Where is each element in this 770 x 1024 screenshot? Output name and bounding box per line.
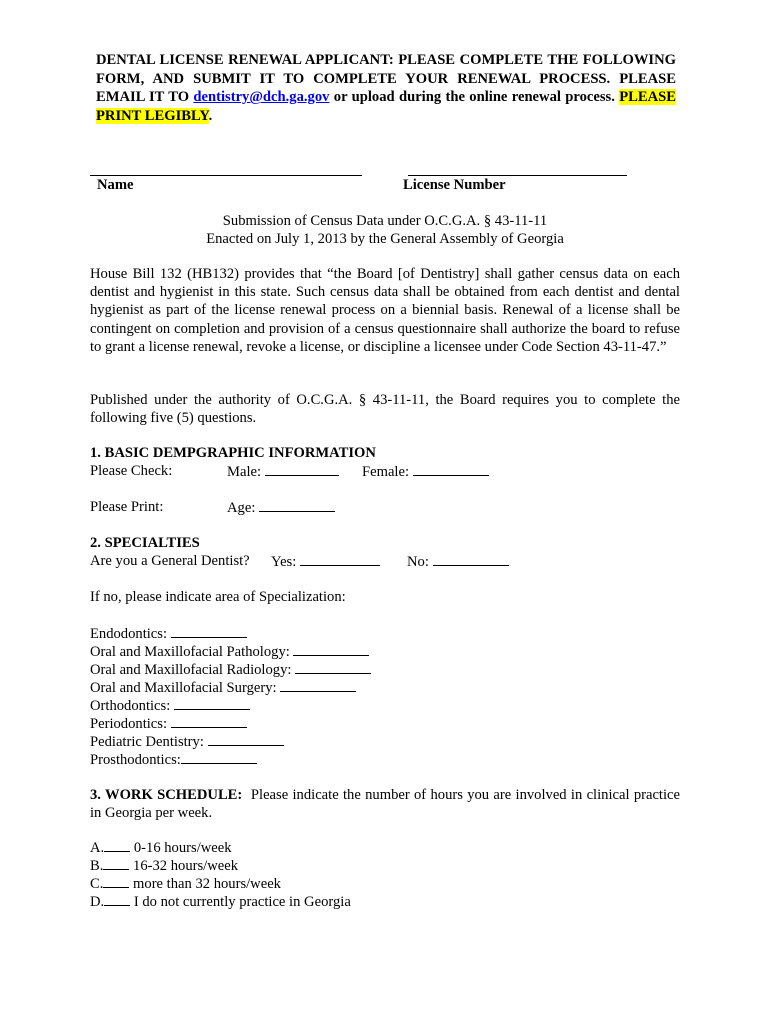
specialty-label: Oral and Maxillofacial Pathology:: [90, 644, 290, 660]
section2-title: 2. SPECIALTIES: [90, 535, 200, 551]
no-field: [407, 552, 509, 571]
specialty-label: Oral and Maxillofacial Radiology:: [90, 662, 292, 678]
option-blank[interactable]: [104, 838, 130, 852]
section3-instruction: Please indicate the number of hours you are involved in clinical practice in Georgia per week.: [90, 787, 680, 822]
specialty-prosthodontics: [90, 750, 257, 769]
option-text: 16-32 hours/week: [133, 858, 239, 874]
heading-line-1: Submission of Census Data under O.C.G.A. § 43-11-11: [222, 213, 548, 229]
option-letter: A.: [90, 840, 105, 856]
schedule-option-c: [90, 874, 281, 893]
general-dentist-question: Are you a General Dentist?: [90, 553, 250, 569]
specialty-blank[interactable]: [181, 750, 257, 764]
specialty-blank[interactable]: [171, 624, 247, 638]
option-text: more than 32 hours/week: [133, 876, 281, 892]
name-label: Name: [97, 177, 134, 193]
specialty-blank[interactable]: [280, 678, 356, 692]
heading-line-2: Enacted on July 1, 2013 by the General Assembly of Georgia: [206, 231, 564, 248]
age-blank[interactable]: [259, 498, 335, 512]
specialty-label: Orthodontics:: [90, 698, 171, 714]
specialty-oral-radiology: [90, 660, 371, 679]
option-blank[interactable]: [103, 856, 129, 870]
authority-paragraph: Published under the authority of O.C.G.A. § 43-11-11, the Board requires you to complete the following five (5) questions.: [90, 392, 680, 427]
specialty-endodontics: [90, 624, 247, 643]
option-letter: B.: [90, 858, 104, 874]
intro-instructions: [96, 51, 676, 125]
female-blank[interactable]: [413, 462, 489, 476]
license-number-line[interactable]: [408, 175, 627, 176]
section3-title: 3. WORK SCHEDULE:: [90, 787, 243, 803]
intro-text-1: DENTAL LICENSE RENEWAL APPLICANT: PLEASE COMPLETE THE FOLLOWING FORM, AND SUBMIT IT TO COMPLETE YOUR RENEWAL PROCESS. PLEASE EMAIL IT TO: [96, 52, 676, 106]
option-blank[interactable]: [103, 874, 129, 888]
no-label: No:: [407, 554, 429, 570]
specialty-label: Periodontics:: [90, 716, 168, 732]
section3-work-schedule: [90, 786, 680, 822]
intro-text-2: or upload during the online renewal process.: [329, 89, 620, 106]
please-print-label: Please Print:: [90, 499, 164, 515]
option-letter: D.: [90, 894, 105, 910]
specialty-blank[interactable]: [171, 714, 247, 728]
option-letter: C.: [90, 876, 104, 892]
specialty-blank[interactable]: [174, 696, 250, 710]
option-text: 0-16 hours/week: [133, 840, 232, 856]
specialty-orthodontics: [90, 696, 250, 715]
if-no-instruction: If no, please indicate area of Specialization:: [90, 589, 346, 605]
email-link[interactable]: dentistry@dch.ga.gov: [193, 89, 330, 106]
specialty-oral-pathology: [90, 642, 369, 661]
specialty-blank[interactable]: [208, 732, 284, 746]
specialty-blank[interactable]: [295, 660, 371, 674]
please-check-label: Please Check:: [90, 463, 173, 479]
name-line[interactable]: [90, 175, 362, 176]
male-label: Male:: [227, 464, 262, 480]
age-field: [227, 498, 335, 517]
age-label: Age:: [227, 500, 256, 516]
specialty-pediatric: [90, 732, 284, 751]
no-blank[interactable]: [433, 552, 509, 566]
section1-title: 1. BASIC DEMPGRAPHIC INFORMATION: [90, 445, 376, 461]
male-blank[interactable]: [265, 462, 339, 476]
yes-blank[interactable]: [300, 552, 380, 566]
specialty-oral-surgery: [90, 678, 356, 697]
specialty-label: Pediatric Dentistry:: [90, 734, 204, 750]
specialty-periodontics: [90, 714, 247, 733]
print-legibly-highlight: PLEASE PRINT LEGIBLY: [96, 89, 676, 124]
license-number-label: License Number: [403, 177, 506, 193]
female-field: [362, 462, 489, 481]
census-heading: [90, 212, 680, 249]
schedule-option-d: [90, 892, 351, 911]
schedule-option-a: [90, 838, 232, 857]
intro-end: .: [208, 107, 213, 124]
yes-field: [271, 552, 380, 571]
yes-label: Yes:: [271, 554, 297, 570]
hb132-paragraph: House Bill 132 (HB132) provides that “the Board [of Dentistry] shall gather census data on each dentist and hygienist in this state. Such census data shall be obtained from each dentist and dental hygienist as part of the license renewal process on a biennial basis. Renewal of a license shall be contingent on completion and provision of a census questionnaire shall authorize the board to refuse to grant a license renewal, revoke a license, or discipline a licensee under Code Section 43-11-47.”: [90, 266, 680, 355]
specialty-label: Oral and Maxillofacial Surgery:: [90, 680, 277, 696]
specialty-blank[interactable]: [293, 642, 369, 656]
option-text: I do not currently practice in Georgia: [133, 894, 351, 910]
specialty-label: Endodontics:: [90, 626, 168, 642]
specialty-label: Prosthodontics:: [90, 752, 181, 768]
schedule-option-b: [90, 856, 238, 875]
female-label: Female:: [362, 464, 410, 480]
male-field: [227, 462, 339, 481]
option-blank[interactable]: [104, 892, 130, 906]
